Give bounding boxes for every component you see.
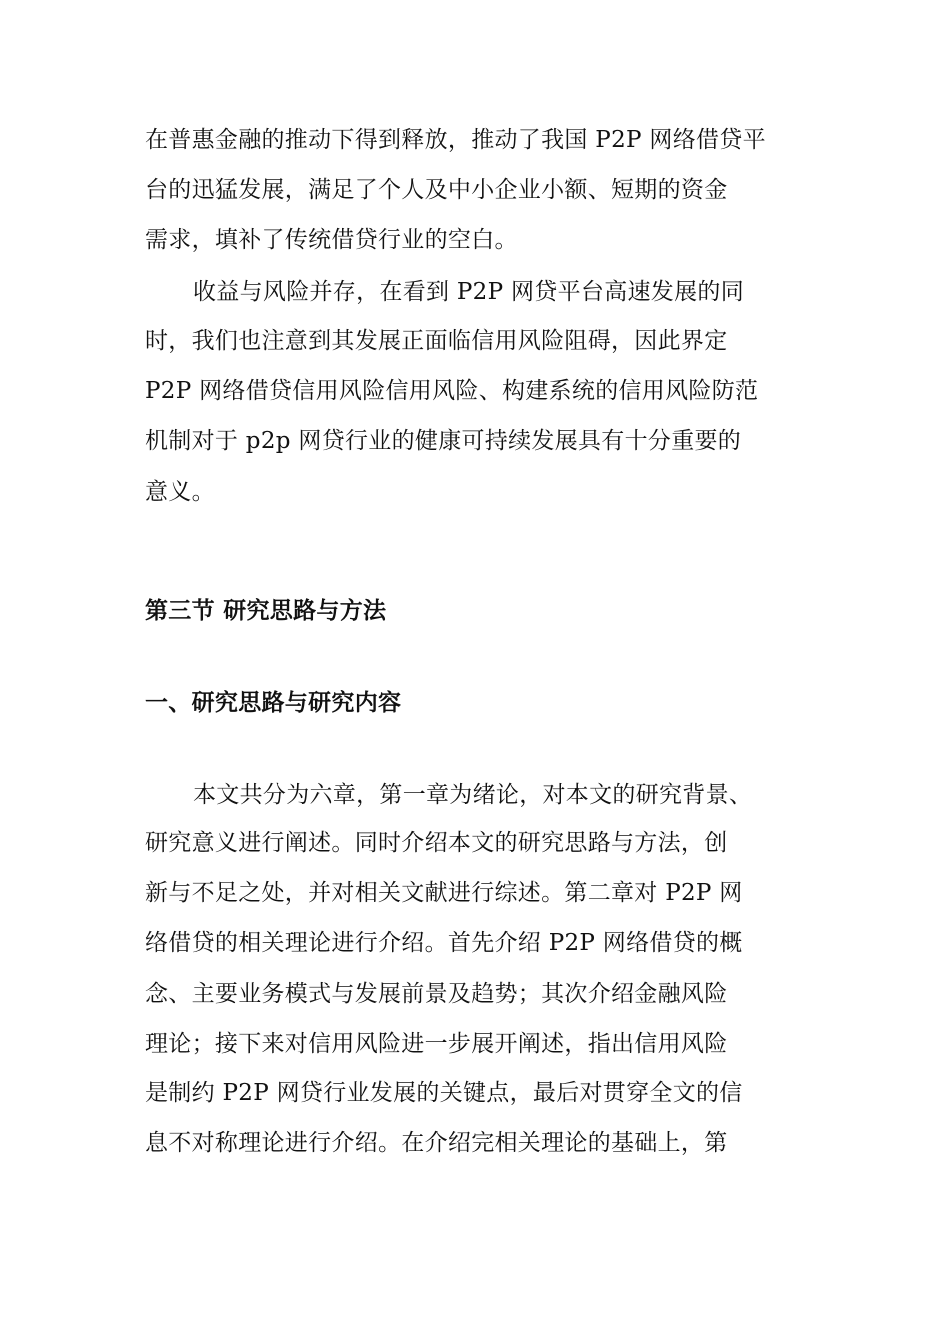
paragraph-line: 是制约 P2P 网贷行业发展的关键点，最后对贯穿全文的信 — [145, 1080, 743, 1106]
paragraph-line: 在普惠金融的推动下得到释放，推动了我国 P2P 网络借贷平 — [145, 127, 766, 153]
paragraph-line: 息不对称理论进行介绍。在介绍完相关理论的基础上，第 — [145, 1130, 728, 1156]
paragraph-line: 络借贷的相关理论进行介绍。首先介绍 P2P 网络借贷的概 — [145, 930, 743, 956]
paragraph-line: 研究意义进行阐述。同时介绍本文的研究思路与方法，创 — [145, 830, 728, 856]
paragraph-line: 本文共分为六章，第一章为绪论，对本文的研究背景、 — [193, 782, 753, 808]
paragraph-line: 时，我们也注意到其发展正面临信用风险阻碍，因此界定 — [145, 328, 728, 354]
paragraph-line: 台的迅猛发展，满足了个人及中小企业小额、短期的资金 — [145, 177, 728, 203]
subsection-heading: 一、研究思路与研究内容 — [145, 689, 402, 716]
paragraph-line: 收益与风险并存，在看到 P2P 网贷平台高速发展的同 — [193, 279, 745, 305]
paragraph-line: 需求，填补了传统借贷行业的空白。 — [145, 227, 518, 253]
paragraph-line: P2P 网络借贷信用风险信用风险、构建系统的信用风险防范 — [145, 378, 759, 404]
paragraph-line: 新与不足之处，并对相关文献进行综述。第二章对 P2P 网 — [145, 880, 743, 906]
section-heading: 第三节 研究思路与方法 — [145, 597, 387, 624]
paragraph-line: 念、主要业务模式与发展前景及趋势；其次介绍金融风险 — [145, 981, 728, 1007]
paragraph-line: 机制对于 p2p 网贷行业的健康可持续发展具有十分重要的 — [145, 428, 742, 454]
paragraph-line: 理论；接下来对信用风险进一步展开阐述，指出信用风险 — [145, 1031, 728, 1057]
paragraph-line: 意义。 — [145, 479, 215, 505]
